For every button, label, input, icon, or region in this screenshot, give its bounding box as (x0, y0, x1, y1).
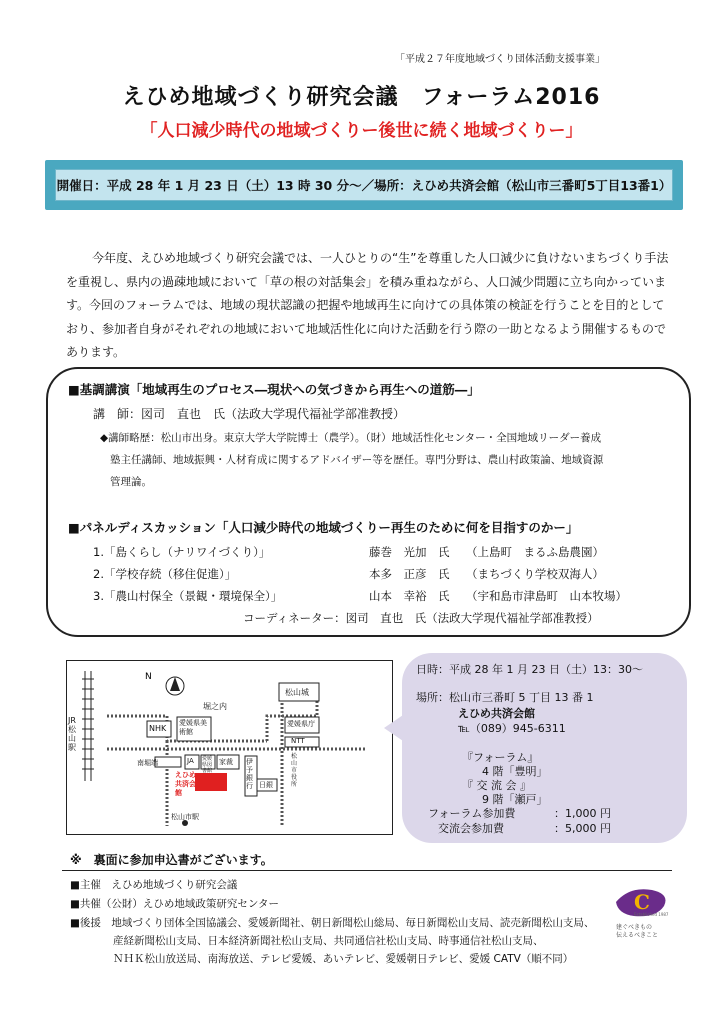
access-map (66, 660, 393, 835)
map-nhk: NHK (149, 724, 167, 733)
info-forum-room: 4 階「豊明」 (482, 765, 548, 778)
map-nichigin: 日銀 (259, 781, 273, 789)
panel-topic-1: 1.「島くらし（ナリワイづくり）」 (93, 545, 271, 559)
map-drawing (67, 661, 391, 833)
map-castle: 松山城 (285, 688, 309, 697)
support-note: 「平成２７年度地域づくり団体活動支援事業」 (395, 54, 605, 65)
map-kanren: 家裁 (219, 758, 233, 766)
bubble-tail (384, 713, 406, 743)
info-party-room: 9 階「瀬戸」 (482, 793, 548, 806)
map-museum: 愛媛県美術館 (179, 719, 207, 736)
map-horinouchi: 堀之内 (203, 702, 227, 711)
logo-caption-2: 伝えるべきこと (616, 932, 659, 939)
panel-coordinator: コーディネーター：図司 直也 氏（法政大学現代福祉学部准教授） (243, 611, 599, 625)
map-ehime-bldg: 愛媛県庁 (287, 720, 315, 728)
panel-name-2: 本多 正彦 氏 (369, 567, 450, 581)
logo-letter: C (634, 890, 650, 914)
org-host: ■主催 えひめ地域づくり研究会議 (70, 879, 238, 891)
keynote-bio-1: ◆講師略歴：松山市出身。東京大学大学院博士（農学）。（財）地域活性化センター・全国地域リーダー養成 (100, 432, 602, 444)
info-venue-name: えひめ共済会館 (458, 707, 535, 720)
info-forum-fee: ：1,000 円 (554, 807, 611, 820)
keynote-title: ■基調講演「地域再生のプロセス―現状への気づきから再生への道筋―」 (68, 382, 480, 397)
map-library: 愛媛県図書館 (202, 756, 213, 774)
info-place: 場所：松山市三番町 5 丁目 13 番 1 (416, 691, 594, 704)
divider (62, 870, 672, 871)
map-jr-station: JR松山駅 (68, 716, 76, 752)
org-cohost: ■共催（公財）えひめ地域政策研究センター (70, 898, 279, 910)
map-venue: えひめ共済会館 (175, 771, 196, 797)
info-party-fee-label: 交流会参加費 (438, 822, 504, 835)
intro-paragraph: 今年度、えひめ地域づくり研究会議では、一人ひとりの“生”を尊重した人口減少に負けないまちづくり手法を重視し、県内の過疎地域において「草の根の対話集会」を積み重ねながら、人口減少問題に立ち向かっています。今回のフォーラムでは、地域の現状認識の把握や地域再生に向けての具体策の検証を行うことを目的としており、参加者自身がそれぞれの地域において地域活性化に向けた活動を行う際の一助となるよう開催するものであります。 (66, 251, 669, 359)
keynote-speaker: 講 師：図司 直也 氏（法政大学現代福祉学部准教授） (93, 407, 406, 421)
info-date: 日時：平成 28 年 1 月 23 日（土）13：30～ (416, 663, 643, 676)
panel-org-3: （宇和島市津島町 山本牧場） (466, 589, 627, 603)
org-support-3: ＮＨＫ松山放送局、南海放送、テレビ愛媛、あいテレビ、愛媛朝日テレビ、愛媛 CATV（順不同） (113, 953, 574, 965)
panel-name-1: 藤巻 光加 氏 (369, 545, 450, 559)
logo-caption-1: 建ぐべきもの (616, 924, 653, 931)
panel-topic-3: 3.「農山村保全（景観・環境保全）」 (93, 589, 283, 603)
application-notice: ※ 裏面に参加申込書がございます。 (70, 853, 273, 867)
panel-name-3: 山本 幸裕 氏 (369, 589, 450, 603)
org-support-1: ■後援 地域づくり団体全国協議会、愛媛新聞社、朝日新聞松山総局、毎日新聞松山支局、読売新聞松山支局、 (70, 917, 595, 929)
keynote-bio-3: 管理論。 (110, 476, 152, 488)
org-support-2: 産経新聞松山支局、日本経済新聞社松山支局、共同通信社松山支局、時事通信社松山支局、 (113, 935, 544, 947)
info-party-label: 『 交 流 会 』 (462, 779, 531, 792)
map-ntt: NTT (291, 737, 305, 745)
map-city-office: 松山市役所 (291, 753, 298, 788)
page-title: えひめ地域づくり研究会議 フォーラム2016 (122, 85, 601, 110)
organization-logo (612, 884, 672, 944)
info-tel: ℡（089）945-6311 (458, 722, 566, 735)
svg-text:N: N (145, 672, 152, 682)
panel-topic-2: 2.「学校存続（移住促進）」 (93, 567, 237, 581)
map-iyo-bank: 伊予銀行 (246, 758, 253, 790)
panel-org-1: （上島町 まるふ島農園） (466, 545, 604, 559)
keynote-bio-2: 塾主任講師、地域振興・人材育成に関するアドバイザー等を歴任。専門分野は、農山村政策論、地域資源 (110, 454, 604, 466)
map-nankei: 南堀端 (137, 759, 158, 767)
banner-text: 開催日：平成 28 年 1 月 23 日（土）13 時 30 分～／場所：えひめ共済会館（松山市三番町5丁目13番1） (55, 169, 673, 201)
info-bubble (402, 653, 687, 843)
panel-org-2: （まちづくり学校双海人） (466, 567, 604, 581)
date-place-banner (45, 160, 683, 210)
logo-established: Established 1987 (634, 912, 669, 917)
map-ja: JA (187, 757, 194, 765)
panel-title: ■パネルディスカッション「人口減少時代の地域づくりー再生のために何を目指すのかー」 (68, 520, 579, 535)
info-forum-label: 『フォーラム』 (462, 751, 539, 764)
page-subtitle: 「人口減少時代の地域づくりー後世に続く地域づくりー」 (140, 121, 583, 141)
info-party-fee: ：5,000 円 (554, 822, 611, 835)
map-city-station: 松山市駅 (171, 813, 199, 821)
info-forum-fee-label: フォーラム参加費 (428, 807, 516, 820)
